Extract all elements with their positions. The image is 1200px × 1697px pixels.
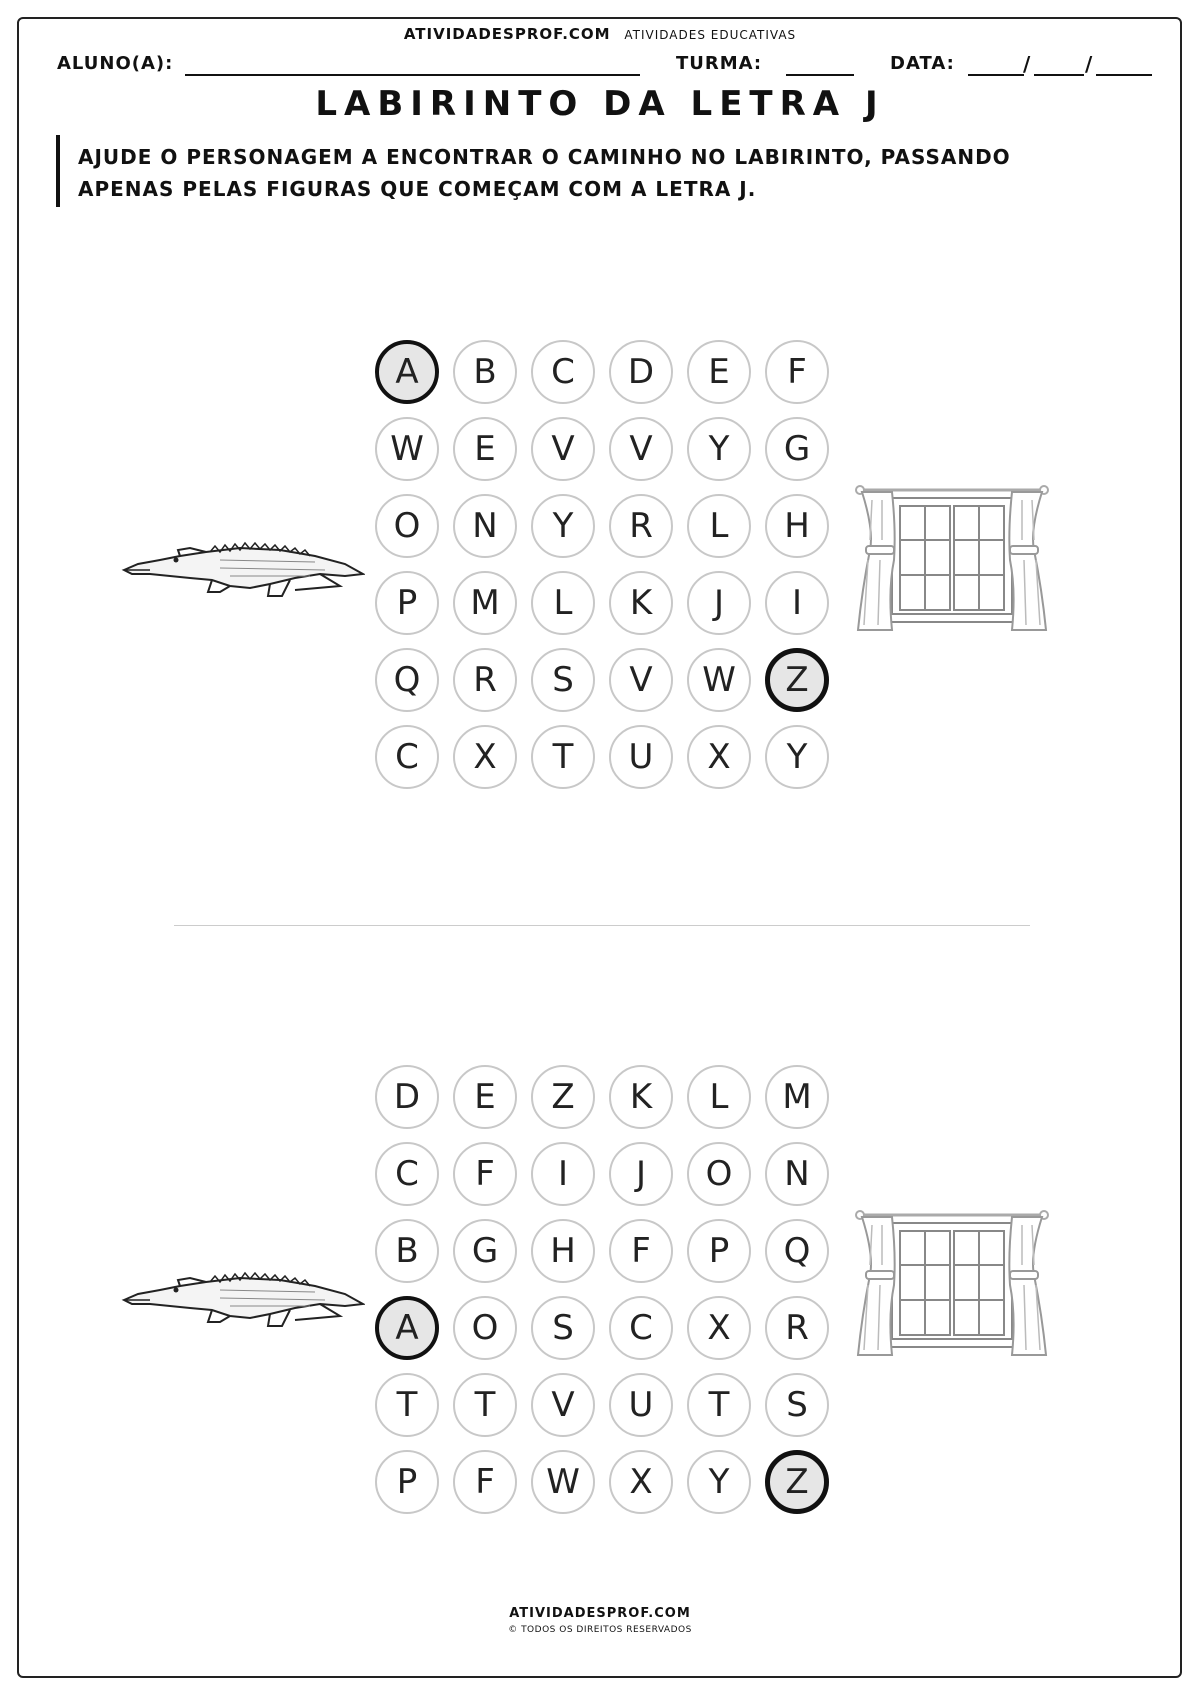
maze-cell[interactable]: G (453, 1219, 517, 1283)
maze-cell[interactable]: C (609, 1296, 673, 1360)
maze-cell[interactable]: J (687, 571, 751, 635)
maze-cell[interactable]: O (375, 494, 439, 558)
window-icon (852, 480, 1052, 640)
maze-cell[interactable]: O (453, 1296, 517, 1360)
maze-cell[interactable]: Y (765, 725, 829, 789)
maze-cell[interactable]: O (687, 1142, 751, 1206)
maze-end-cell[interactable]: Z (765, 1450, 829, 1514)
maze-cell[interactable]: Y (687, 417, 751, 481)
maze-cell[interactable]: U (609, 725, 673, 789)
maze-cell[interactable]: G (765, 417, 829, 481)
maze-cell[interactable]: X (687, 1296, 751, 1360)
section-divider (174, 925, 1030, 926)
date-separator: / (1023, 52, 1031, 76)
maze-cell[interactable]: P (375, 1450, 439, 1514)
instructions: AJUDE O PERSONAGEM A ENCONTRAR O CAMINHO NO LABIRINTO, PASSANDO APENAS PELAS FIGURAS QUE COMEÇAM COM A LETRA J. (78, 145, 1011, 201)
site-header (0, 25, 1200, 43)
maze-cell[interactable]: N (765, 1142, 829, 1206)
footer-rights: © TODOS OS DIREITOS RESERVADOS (508, 1625, 692, 1635)
maze-cell[interactable]: S (531, 648, 595, 712)
maze-cell[interactable]: C (375, 725, 439, 789)
maze-cell[interactable]: D (375, 1065, 439, 1129)
crocodile-icon (120, 530, 365, 610)
date-year-field[interactable] (1096, 74, 1152, 76)
window-icon (852, 1205, 1052, 1365)
maze-cell[interactable]: L (687, 1065, 751, 1129)
maze-cell[interactable]: K (609, 571, 673, 635)
maze-cell[interactable]: P (375, 571, 439, 635)
page-title: LABIRINTO DA LETRA J (315, 84, 885, 124)
maze-cell[interactable]: E (453, 1065, 517, 1129)
maze-cell[interactable]: L (687, 494, 751, 558)
maze-cell[interactable]: R (765, 1296, 829, 1360)
maze-start-cell[interactable]: A (375, 1296, 439, 1360)
student-label: ALUNO(A): (57, 53, 174, 74)
maze-cell[interactable]: V (531, 1373, 595, 1437)
maze-cell[interactable]: K (609, 1065, 673, 1129)
maze-cell[interactable]: P (687, 1219, 751, 1283)
maze-cell[interactable]: Y (687, 1450, 751, 1514)
maze-cell[interactable]: W (375, 417, 439, 481)
maze-cell[interactable]: S (531, 1296, 595, 1360)
maze-cell[interactable]: S (765, 1373, 829, 1437)
maze-cell[interactable]: M (765, 1065, 829, 1129)
maze-cell[interactable]: Z (531, 1065, 595, 1129)
maze-cell[interactable]: W (531, 1450, 595, 1514)
maze-cell[interactable]: T (453, 1373, 517, 1437)
maze-cell[interactable]: X (453, 725, 517, 789)
maze-cell[interactable]: Q (375, 648, 439, 712)
maze-cell[interactable]: V (531, 417, 595, 481)
maze-cell[interactable]: J (609, 1142, 673, 1206)
maze-cell[interactable]: R (609, 494, 673, 558)
maze-cell[interactable]: T (687, 1373, 751, 1437)
maze-cell[interactable]: R (453, 648, 517, 712)
maze-start-cell[interactable]: A (375, 340, 439, 404)
maze-cell[interactable]: V (609, 648, 673, 712)
maze-cell[interactable]: D (609, 340, 673, 404)
maze-end-cell[interactable]: Z (765, 648, 829, 712)
maze-cell[interactable]: T (531, 725, 595, 789)
maze-cell[interactable]: F (609, 1219, 673, 1283)
student-name-field[interactable] (185, 74, 640, 76)
maze-cell[interactable]: B (453, 340, 517, 404)
maze-cell[interactable]: Y (531, 494, 595, 558)
maze-cell[interactable]: I (531, 1142, 595, 1206)
site-name: ATIVIDADESPROF.COM (403, 25, 611, 43)
class-label: TURMA: (676, 53, 763, 74)
maze-cell[interactable]: X (687, 725, 751, 789)
maze-cell[interactable]: E (687, 340, 751, 404)
maze-cell[interactable]: H (765, 494, 829, 558)
maze-cell[interactable]: T (375, 1373, 439, 1437)
maze-cell[interactable]: F (453, 1142, 517, 1206)
maze-cell[interactable]: I (765, 571, 829, 635)
maze-grid-2 (375, 1065, 829, 1514)
site-tagline: ATIVIDADES EDUCATIVAS (624, 28, 797, 42)
maze-grid-1 (375, 340, 829, 789)
maze-cell[interactable]: Q (765, 1219, 829, 1283)
date-label: DATA: (890, 53, 955, 74)
maze-cell[interactable]: W (687, 648, 751, 712)
crocodile-icon (120, 1260, 365, 1340)
maze-cell[interactable]: L (531, 571, 595, 635)
maze-cell[interactable]: V (609, 417, 673, 481)
maze-cell[interactable]: C (375, 1142, 439, 1206)
maze-cell[interactable]: U (609, 1373, 673, 1437)
maze-cell[interactable]: C (531, 340, 595, 404)
maze-cell[interactable]: E (453, 417, 517, 481)
date-separator: / (1085, 52, 1093, 76)
maze-cell[interactable]: F (765, 340, 829, 404)
date-day-field[interactable] (968, 74, 1024, 76)
class-field[interactable] (786, 74, 854, 76)
maze-cell[interactable]: N (453, 494, 517, 558)
maze-cell[interactable]: B (375, 1219, 439, 1283)
maze-cell[interactable]: X (609, 1450, 673, 1514)
maze-cell[interactable]: M (453, 571, 517, 635)
maze-cell[interactable]: F (453, 1450, 517, 1514)
date-month-field[interactable] (1034, 74, 1084, 76)
maze-cell[interactable]: H (531, 1219, 595, 1283)
instruction-bar (56, 135, 60, 207)
footer-site: ATIVIDADESPROF.COM (509, 1606, 691, 1621)
